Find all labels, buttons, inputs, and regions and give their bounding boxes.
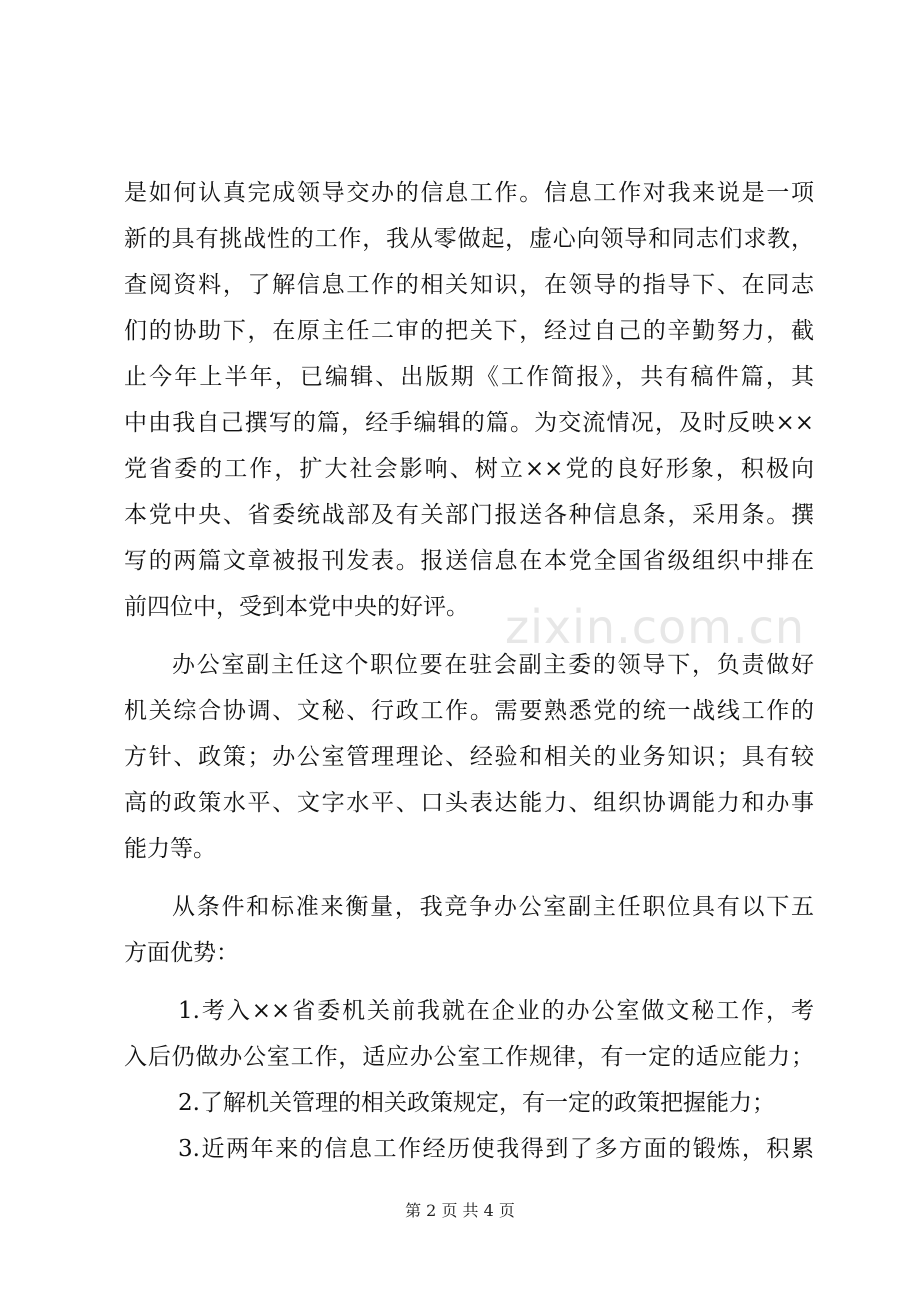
paragraph-line: 高的政策水平、文字水平、口头表达能力、组织协调能力和办事 — [124, 790, 814, 816]
paragraph-line: 党省委的工作，扩大社会影响、树立××党的良好形象，积极向 — [124, 456, 814, 482]
paragraph-line: 查阅资料，了解信息工作的相关知识，在领导的指导下、在同志 — [124, 272, 814, 298]
paragraph-line: 从条件和标准来衡量，我竞争办公室副主任职位具有以下五 — [172, 894, 814, 920]
paragraph-line: 新的具有挑战性的工作，我从零做起，虚心向领导和同志们求教， — [124, 226, 814, 252]
paragraph-gap — [124, 976, 814, 988]
paragraph-line: 能力等。 — [124, 836, 216, 862]
watermark: zixin.com.cn — [505, 600, 806, 654]
page-footer: 第 2 页 共 4 页 — [405, 1201, 515, 1220]
paragraph-line: 办公室副主任这个职位要在驻会副主委的领导下，负责做好 — [172, 652, 814, 678]
paragraph-line: 机关综合协调、文秘、行政工作。需要熟悉党的统一战线工作的 — [124, 698, 814, 724]
paragraph-gap — [124, 630, 814, 642]
paragraph-line: 方针、政策；办公室管理理论、经验和相关的业务知识；具有较 — [124, 744, 814, 770]
document-body — [124, 170, 814, 1172]
paragraph-line: 中由我自己撰写的篇，经手编辑的篇。为交流情况，及时反映×× — [124, 410, 814, 436]
paragraph-line: 是如何认真完成领导交办的信息工作。信息工作对我来说是一项 — [124, 180, 814, 206]
paragraph-line: 写的两篇文章被报刊发表。报送信息在本党全国省级组织中排在 — [124, 548, 814, 574]
paragraph-gap — [124, 872, 814, 884]
paragraph-line: 们的协助下，在原主任二审的把关下，经过自己的辛勤努力，截 — [124, 318, 814, 344]
list-item-line: 3.近两年来的信息工作经历使我得到了多方面的锻炼，积累 — [178, 1136, 814, 1162]
paragraph-line: 本党中央、省委统战部及有关部门报送各种信息条，采用条。撰 — [124, 502, 814, 528]
list-item-line: 入后仍做办公室工作，适应办公室工作规律，有一定的适应能力； — [124, 1044, 814, 1070]
list-item-line: 1.考入××省委机关前我就在企业的办公室做文秘工作，考 — [178, 998, 814, 1024]
paragraph-line: 方面优势： — [124, 940, 239, 966]
list-item-line: 2.了解机关管理的相关政策规定，有一定的政策把握能力； — [178, 1090, 775, 1116]
paragraph-line: 止今年上半年，已编辑、出版期《工作简报》，共有稿件篇，其 — [124, 364, 814, 390]
paragraph-line: 前四位中，受到本党中央的好评。 — [124, 594, 469, 620]
